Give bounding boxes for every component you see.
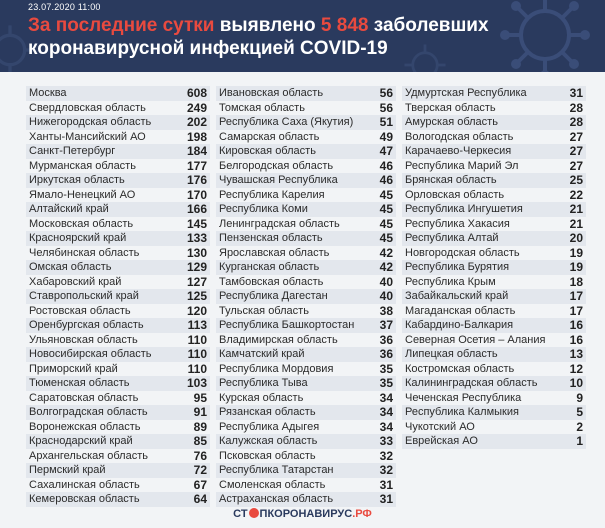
table-row (402, 434, 586, 449)
case-count: 113 (187, 318, 207, 332)
table-row (26, 173, 210, 188)
case-count: 91 (193, 405, 207, 419)
case-count: 33 (379, 434, 393, 448)
region-name: Тверская область (405, 101, 496, 114)
region-name: Костромская область (405, 362, 515, 375)
case-count: 35 (379, 376, 393, 390)
regions-column-1 (26, 86, 210, 507)
case-count: 47 (379, 144, 393, 158)
region-name: Камчатский край (219, 348, 305, 360)
regions-column-3 (402, 86, 586, 449)
table-row (216, 362, 396, 377)
case-count: 34 (379, 419, 393, 434)
region-name: Липецкая область (405, 348, 498, 360)
case-count: 17 (569, 289, 583, 303)
region-name: Санкт-Петербург (29, 145, 116, 157)
case-count: 89 (193, 419, 207, 434)
case-count: 25 (569, 173, 583, 187)
table-row (216, 289, 396, 304)
table-row (402, 231, 586, 246)
region-name: Республика Башкортостан (219, 319, 355, 331)
table-row (216, 304, 396, 319)
table-row (26, 347, 210, 362)
table-row (216, 115, 396, 130)
region-name: Саратовская область (29, 391, 139, 404)
footer-logo (0, 500, 605, 528)
region-name: Кировская область (219, 145, 316, 157)
table-row (216, 347, 396, 362)
table-row (402, 246, 586, 261)
region-name: Тульская область (219, 304, 309, 317)
case-count: 22 (569, 187, 583, 202)
case-count: 31 (569, 86, 583, 100)
table-row (26, 217, 210, 232)
case-count: 129 (186, 260, 207, 274)
case-count: 184 (186, 144, 207, 158)
case-count: 45 (379, 187, 393, 202)
region-name: Республика Бурятия (405, 261, 510, 273)
region-name: Орловская область (405, 188, 505, 201)
case-count: 608 (186, 86, 207, 100)
table-row (402, 275, 586, 290)
case-count: 110 (187, 347, 207, 361)
region-name: Республика Марий Эл (405, 159, 519, 172)
report-date: 23.07.2020 11:00 (28, 2, 101, 12)
region-name: Кабардино-Балкария (405, 319, 514, 331)
region-name: Республика Мордовия (219, 362, 334, 375)
region-name: Красноярский край (29, 232, 127, 244)
table-row (26, 260, 210, 275)
case-count: 16 (569, 332, 583, 347)
table-row (216, 260, 396, 275)
table-row (216, 101, 396, 116)
table-row (26, 449, 210, 464)
case-count: 37 (379, 318, 393, 332)
table-row (26, 362, 210, 377)
table-row (402, 130, 586, 145)
case-count: 95 (193, 390, 207, 405)
region-name: Москва (29, 87, 67, 99)
table-row (402, 173, 586, 188)
headline-suffix: заболевших (373, 15, 489, 36)
region-name: Республика Ингушетия (405, 203, 523, 215)
region-name: Новосибирская область (29, 348, 152, 360)
case-count: 85 (193, 434, 207, 448)
table-row (402, 202, 586, 217)
region-name: Ленинградская область (219, 217, 340, 230)
table-row (402, 101, 586, 116)
case-count: 249 (186, 100, 207, 115)
region-name: Алтайский край (29, 203, 109, 215)
region-name: Ярославская область (219, 246, 330, 259)
region-name: Вологодская область (405, 130, 514, 143)
table-row (402, 115, 586, 130)
table-row (402, 333, 586, 348)
table-row (26, 86, 210, 101)
case-count: 34 (379, 390, 393, 405)
case-count: 27 (569, 129, 583, 144)
case-count: 72 (193, 463, 207, 477)
case-count: 34 (379, 405, 393, 419)
case-count: 198 (186, 129, 207, 144)
region-name: Карачаево-Черкесия (405, 145, 512, 157)
case-count: 27 (569, 144, 583, 158)
case-count: 36 (379, 347, 393, 361)
virus-icon-small (400, 40, 450, 72)
case-count: 18 (569, 274, 583, 289)
case-count: 31 (379, 492, 393, 506)
case-count: 127 (186, 274, 207, 289)
region-name: Удмуртская Республика (405, 87, 527, 99)
case-count: 177 (186, 158, 207, 173)
table-row (216, 246, 396, 261)
case-count: 170 (186, 187, 207, 202)
table-row (26, 463, 210, 478)
region-name: Воронежская область (29, 420, 141, 433)
table-row (216, 231, 396, 246)
region-name: Владимирская область (219, 333, 338, 346)
region-name: Республика Карелия (219, 188, 325, 201)
region-name: Забайкальский край (405, 290, 509, 302)
region-name: Ханты-Мансийский АО (29, 130, 146, 143)
table-row (216, 391, 396, 406)
table-row (402, 405, 586, 420)
case-count: 67 (193, 477, 207, 492)
region-name: Северная Осетия – Алания (405, 333, 546, 346)
region-name: Республика Коми (219, 203, 308, 215)
region-name: Чукотский АО (405, 420, 475, 433)
region-name: Брянская область (405, 174, 497, 186)
region-name: Самарская область (219, 130, 320, 143)
region-name: Нижегородская область (29, 116, 152, 128)
case-count: 5 (576, 405, 583, 419)
case-count: 10 (569, 376, 583, 390)
region-name: Тюменская область (29, 377, 130, 389)
case-count: 49 (379, 129, 393, 144)
case-count: 64 (193, 492, 207, 506)
case-count: 38 (379, 303, 393, 318)
table-row (26, 333, 210, 348)
table-row (216, 434, 396, 449)
region-name: Амурская область (405, 116, 498, 128)
case-count: 51 (379, 115, 393, 129)
region-name: Республика Хакасия (405, 217, 510, 230)
table-row (216, 333, 396, 348)
region-name: Курганская область (219, 261, 320, 273)
logo-part-3: .РФ (352, 508, 372, 520)
table-row (216, 173, 396, 188)
region-name: Ямало-Ненецкий АО (29, 188, 136, 201)
table-row (26, 202, 210, 217)
table-row (26, 405, 210, 420)
table-row (26, 434, 210, 449)
case-count: 76 (193, 448, 207, 463)
region-name: Еврейская АО (405, 435, 478, 447)
table-row (26, 246, 210, 261)
case-count: 145 (186, 216, 207, 231)
table-row (216, 202, 396, 217)
case-count: 16 (569, 318, 583, 332)
case-count: 27 (569, 158, 583, 173)
table-row (402, 347, 586, 362)
table-row (216, 144, 396, 159)
table-row (216, 217, 396, 232)
case-count: 35 (379, 361, 393, 376)
case-count: 19 (569, 245, 583, 260)
table-row (402, 86, 586, 101)
case-count: 13 (569, 347, 583, 361)
case-count: 20 (569, 231, 583, 245)
case-count: 1 (576, 434, 583, 448)
region-name: Республика Дагестан (219, 290, 328, 302)
table-row (26, 289, 210, 304)
region-name: Новгородская область (405, 246, 520, 259)
region-name: Краснодарский край (29, 435, 133, 447)
case-count: 176 (186, 173, 207, 187)
table-row (216, 275, 396, 290)
table-row (26, 159, 210, 174)
regions-column-2 (216, 86, 396, 507)
region-name: Чеченская Республика (405, 391, 522, 404)
table-row (216, 478, 396, 493)
case-count: 125 (186, 289, 207, 303)
table-row (26, 478, 210, 493)
table-row (216, 376, 396, 391)
case-count: 120 (186, 303, 207, 318)
region-name: Приморский край (29, 362, 118, 375)
table-row (216, 318, 396, 333)
headline-number: 5 848 (320, 15, 369, 36)
table-row (26, 144, 210, 159)
table-row (26, 420, 210, 435)
case-count: 17 (569, 303, 583, 318)
table-row (402, 376, 586, 391)
region-name: Сахалинская область (29, 478, 140, 491)
region-name: Псковская область (219, 449, 316, 462)
case-count: 202 (186, 115, 207, 129)
case-count: 46 (379, 158, 393, 173)
case-count: 133 (186, 231, 207, 245)
region-name: Республика Саха (Якутия) (219, 116, 354, 128)
table-row (216, 130, 396, 145)
region-name: Оренбургская область (29, 319, 144, 331)
table-row (402, 391, 586, 406)
region-name: Ставропольский край (29, 290, 139, 302)
table-row (26, 130, 210, 145)
case-count: 2 (576, 419, 583, 434)
region-name: Калининградская область (405, 377, 538, 389)
region-name: Московская область (29, 217, 134, 230)
table-row (216, 449, 396, 464)
case-count: 19 (569, 260, 583, 274)
table-row (402, 159, 586, 174)
region-name: Рязанская область (219, 406, 316, 418)
case-count: 40 (379, 289, 393, 303)
region-name: Республика Тыва (219, 377, 308, 389)
region-name: Магаданская область (405, 304, 516, 317)
table-row (402, 217, 586, 232)
table-row (26, 115, 210, 130)
virus-icon (500, 0, 590, 72)
case-count: 46 (379, 173, 393, 187)
case-count: 28 (569, 115, 583, 129)
region-name: Смоленская область (219, 478, 326, 491)
case-count: 9 (576, 390, 583, 405)
region-name: Республика Татарстан (219, 464, 334, 476)
case-count: 45 (379, 202, 393, 216)
case-count: 45 (379, 231, 393, 245)
table-row (402, 188, 586, 203)
region-name: Республика Крым (405, 275, 496, 288)
case-count: 42 (379, 245, 393, 260)
region-name: Курская область (219, 391, 304, 404)
table-row (26, 275, 210, 290)
region-name: Мурманская область (29, 159, 136, 172)
case-count: 110 (187, 332, 207, 347)
table-row (26, 188, 210, 203)
region-name: Пензенская область (219, 232, 323, 244)
table-row (216, 188, 396, 203)
case-count: 32 (379, 448, 393, 463)
case-count: 21 (569, 202, 583, 216)
region-name: Пермский край (29, 464, 106, 476)
case-count: 12 (569, 361, 583, 376)
table-row (26, 231, 210, 246)
table-row (402, 260, 586, 275)
case-count: 56 (379, 100, 393, 115)
case-count: 130 (186, 245, 207, 260)
region-name: Омская область (29, 261, 112, 273)
case-count: 31 (379, 477, 393, 492)
region-name: Республика Алтай (405, 232, 499, 244)
table-row (26, 376, 210, 391)
table-row (26, 318, 210, 333)
region-name: Калужская область (219, 435, 318, 447)
table-row (402, 144, 586, 159)
table-row (26, 304, 210, 319)
table-row (26, 101, 210, 116)
region-name: Волгоградская область (29, 406, 148, 418)
region-name: Ростовская область (29, 304, 131, 317)
table-row (216, 420, 396, 435)
region-name: Хабаровский край (29, 275, 122, 288)
region-name: Тамбовская область (219, 275, 324, 288)
table-row (216, 159, 396, 174)
case-count: 42 (379, 260, 393, 274)
region-name: Республика Калмыкия (405, 406, 519, 418)
table-row (402, 289, 586, 304)
region-name: Кемеровская область (29, 493, 140, 505)
headline-prefix: За последние сутки (28, 15, 215, 36)
region-name: Свердловская область (29, 101, 146, 114)
table-row (216, 463, 396, 478)
stop-icon (249, 508, 259, 518)
case-count: 166 (186, 202, 207, 216)
region-name: Белгородская область (219, 159, 334, 172)
case-count: 28 (569, 100, 583, 115)
case-count: 110 (187, 361, 207, 376)
case-count: 21 (569, 216, 583, 231)
headline-mid: выявлено (219, 15, 316, 36)
header-banner (0, 0, 605, 72)
case-count: 56 (379, 86, 393, 100)
case-count: 36 (379, 332, 393, 347)
case-count: 45 (379, 216, 393, 231)
table-row (216, 405, 396, 420)
logo-part-1: СТ (233, 508, 248, 520)
region-name: Республика Адыгея (219, 420, 320, 433)
headline-line2: коронавирусной инфекцией COVID-19 (28, 38, 388, 59)
table-row (26, 391, 210, 406)
region-name: Ульяновская область (29, 333, 138, 346)
table-row (402, 318, 586, 333)
region-name: Астраханская область (219, 493, 334, 505)
table-row (402, 420, 586, 435)
table-row (402, 304, 586, 319)
case-count: 32 (379, 463, 393, 477)
case-count: 103 (186, 376, 207, 390)
region-name: Ивановская область (219, 87, 324, 99)
table-row (216, 86, 396, 101)
table-row (402, 362, 586, 377)
region-name: Челябинская область (29, 246, 140, 259)
case-count: 40 (379, 274, 393, 289)
region-name: Чувашская Республика (219, 174, 338, 186)
region-name: Иркутская область (29, 174, 125, 186)
headline-line1 (28, 15, 489, 37)
region-name: Томская область (219, 101, 305, 114)
logo-part-2: ПКОРОНАВИРУС (259, 508, 353, 520)
region-name: Архангельская область (29, 449, 148, 462)
